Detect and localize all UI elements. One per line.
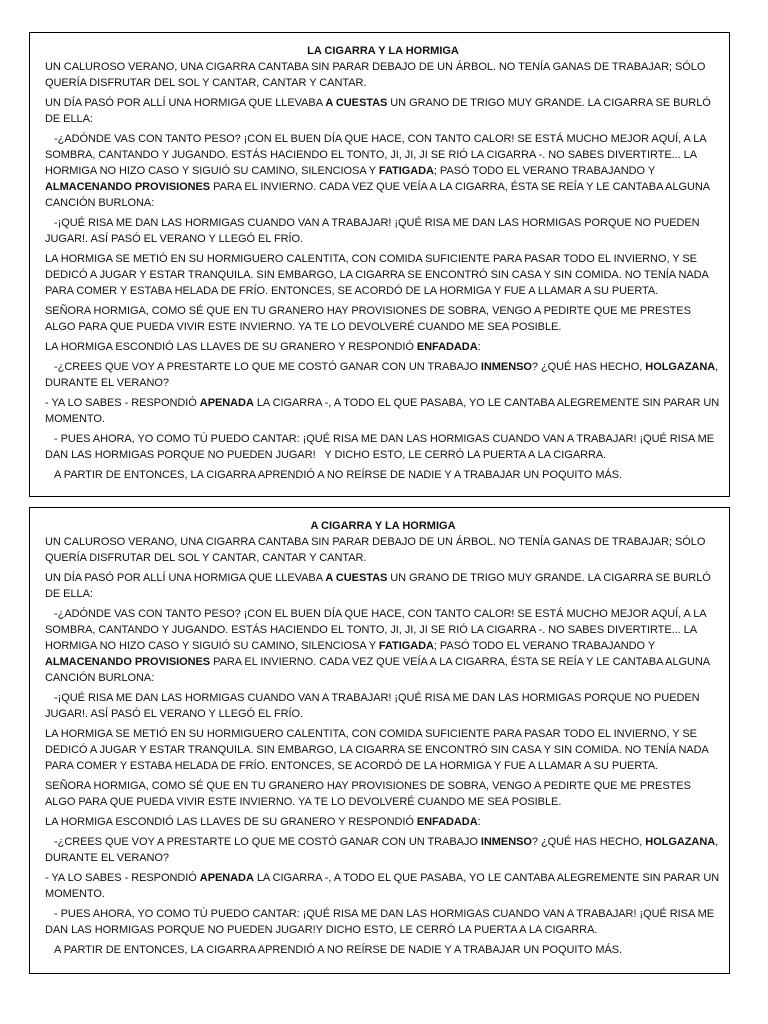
paragraph-3-text-e: PARA EL INVIERNO. CADA VEZ QUE VEÍA A LA CIGARRA, ÉSTA SE REÍA Y LE CANTABA ALGUNA CANCIÓN BURLONA:: [45, 181, 713, 209]
paragraph-4: -¡QUÉ RISA ME DAN LAS HORMIGAS CUANDO VAN A TRABAJAR! ¡QUÉ RISA ME DAN LAS HORMIGAS PORQUE NO PUEDEN JUGAR!. ASÍ PASÓ EL VERANO Y LLEGÓ EL FRÍO.: [45, 217, 703, 245]
paragraph-7-text-c: :: [477, 341, 481, 353]
paragraph-4: -¡QUÉ RISA ME DAN LAS HORMIGAS CUANDO VAN A TRABAJAR! ¡QUÉ RISA ME DAN LAS HORMIGAS PORQUE NO PUEDEN JUGAR!. ASÍ PASÓ EL VERANO Y LLEGÓ EL FRÍO.: [45, 692, 703, 720]
paragraph-3-text-a: -¿ADÓNDE VAS CON TANTO PESO? ¡CON EL BUEN DÍA QUE HACE, CON TANTO CALOR! SE ESTÁ MUCHO MEJOR AQUÍ, A LA SOMBRA, CANTANDO Y JUGANDO. ESTÁS HACIENDO EL TONTO, JI, JI, JI SE RIÓ LA CIGARRA -. NO SABES DIVERTIRTE... LA HORMIGA NO HIZO CASO Y SIGUIÓ SU CAMINO, SILENCIOSA Y: [45, 133, 709, 177]
story-title: LA CIGARRA Y LA HORMIGA: [307, 45, 459, 57]
paragraph-9-bold-apenada: APENADA: [199, 872, 254, 884]
paragraph-3-bold-fatigada: FATIGADA: [378, 165, 434, 177]
paragraph-3-text-e: PARA EL INVIERNO. CADA VEZ QUE VEÍA A LA CIGARRA, ÉSTA SE REÍA Y LE CANTABA ALGUNA CANCIÓN BURLONA:: [45, 656, 713, 684]
paragraph-2: [45, 95, 721, 127]
paragraph-1: UN CALUROSO VERANO, UNA CIGARRA CANTABA SIN PARAR DEBAJO DE UN ÁRBOL. NO TENÍA GANAS DE TRABAJAR; SÓLO QUERÍA DISFRUTAR DEL SOL Y CANTAR, CANTAR Y CANTAR.: [45, 536, 706, 564]
paragraph-1: UN CALUROSO VERANO, UNA CIGARRA CANTABA SIN PARAR DEBAJO DE UN ÁRBOL. NO TENÍA GANAS DE TRABAJAR; SÓLO QUERÍA DISFRUTAR DEL SOL Y CANTAR, CANTAR Y CANTAR.: [45, 61, 706, 89]
paragraph-2-bold-a-cuestas: A CUESTAS: [325, 97, 388, 109]
paragraph-7-text-a: LA HORMIGA ESCONDIÓ LAS LLAVES DE SU GRANERO Y RESPONDIÓ: [45, 341, 417, 353]
paragraph-9: [45, 395, 721, 427]
paragraph-8-bold-inmenso: INMENSO: [480, 836, 532, 848]
paragraph-6: SEÑORA HORMIGA, COMO SÉ QUE EN TU GRANERO HAY PROVISIONES DE SOBRA, VENGO A PEDIRTE QUE ME PRESTES ALGO PARA QUE PUEDA VIVIR ESTE INVIERNO. YA TE LO DEVOLVERÉ CUANDO ME SEA POSIBLE.: [45, 780, 691, 808]
paragraph-10: - PUES AHORA, YO COMO TÚ PUEDO CANTAR: ¡QUÉ RISA ME DAN LAS HORMIGAS CUANDO VAN A TRABAJAR! ¡QUÉ RISA ME DAN LAS HORMIGAS PORQUE NO PUEDEN JUGAR!Y DICHO ESTO, LE CERRÓ LA PUERTA A LA CIGARRA.: [45, 908, 718, 936]
paragraph-7-text-c: :: [477, 816, 481, 828]
story-card-1: [29, 32, 730, 497]
paragraph-2-text-a: UN DÍA PASÓ POR ALLÍ UNA HORMIGA QUE LLEVABA: [45, 572, 326, 584]
paragraph-3-text-a: -¿ADÓNDE VAS CON TANTO PESO? ¡CON EL BUEN DÍA QUE HACE, CON TANTO CALOR! SE ESTÁ MUCHO MEJOR AQUÍ, A LA SOMBRA, CANTANDO Y JUGANDO. ESTÁS HACIENDO EL TONTO, JI, JI, JI SE RIÓ LA CIGARRA -. NO SABES DIVERTIRTE... LA HORMIGA NO HIZO CASO Y SIGUIÓ SU CAMINO, SILENCIOSA Y: [45, 608, 709, 652]
paragraph-5: LA HORMIGA SE METIÓ EN SU HORMIGUERO CALENTITA, CON COMIDA SUFICIENTE PARA PASAR TODO EL INVIERNO, Y SE DEDICÓ A JUGAR Y ESTAR TRANQUILA. SIN EMBARGO, LA CIGARRA SE ENCONTRÓ SIN CASA Y SIN COMIDA. NO TENÍA NADA PARA COMER Y ESTABA HELADA DE FRÍO. ENTONCES, SE ACORDÓ DE LA HORMIGA Y FUE A LLAMAR A SU PUERTA.: [45, 253, 709, 297]
story-title: A CIGARRA Y LA HORMIGA: [310, 520, 456, 532]
paragraph-3-bold-almacenando: ALMACENANDO PROVISIONES: [45, 656, 211, 668]
paragraph-8-text-e: , DURANTE EL VERANO?: [45, 361, 722, 389]
paragraph-7: [45, 339, 721, 355]
paragraph-8-text-a: -¿CREES QUE VOY A PRESTARTE LO QUE ME COSTÓ GANAR CON UN TRABAJO: [45, 361, 481, 373]
paragraph-9-bold-apenada: APENADA: [199, 397, 254, 409]
paragraph-11: A PARTIR DE ENTONCES, LA CIGARRA APRENDIÓ A NO REÍRSE DE NADIE Y A TRABAJAR UN POQUITO MÁS.: [45, 944, 623, 956]
paragraph-7-text-a: LA HORMIGA ESCONDIÓ LAS LLAVES DE SU GRANERO Y RESPONDIÓ: [45, 816, 417, 828]
paragraph-2-text-a: UN DÍA PASÓ POR ALLÍ UNA HORMIGA QUE LLEVABA: [45, 97, 326, 109]
paragraph-2-bold-a-cuestas: A CUESTAS: [325, 572, 388, 584]
paragraph-8-bold-holgazana: HOLGAZANA: [645, 836, 716, 848]
paragraph-7: [45, 814, 721, 830]
paragraph-9-text-c: LA CIGARRA -, A TODO EL QUE PASABA, YO LE CANTABA ALEGREMENTE SIN PARAR UN MOMENTO.: [45, 397, 720, 425]
paragraph-5: LA HORMIGA SE METIÓ EN SU HORMIGUERO CALENTITA, CON COMIDA SUFICIENTE PARA PASAR TODO EL INVIERNO, Y SE DEDICÓ A JUGAR Y ESTAR TRANQUILA. SIN EMBARGO, LA CIGARRA SE ENCONTRÓ SIN CASA Y SIN COMIDA. NO TENÍA NADA PARA COMER Y ESTABA HELADA DE FRÍO. ENTONCES, SE ACORDÓ DE LA HORMIGA Y FUE A LLAMAR A SU PUERTA.: [45, 728, 709, 772]
paragraph-8-text-e: , DURANTE EL VERANO?: [45, 836, 722, 864]
paragraph-2-text-c: UN GRANO DE TRIGO MUY GRANDE. LA CIGARRA SE BURLÓ DE ELLA:: [45, 572, 711, 600]
paragraph-3-bold-fatigada: FATIGADA: [378, 640, 434, 652]
paragraph-9-text-a: - YA LO SABES - RESPONDIÓ: [45, 872, 200, 884]
paragraph-3-bold-almacenando: ALMACENANDO PROVISIONES: [45, 181, 211, 193]
paragraph-8: [45, 359, 721, 391]
paragraph-9-text-a: - YA LO SABES - RESPONDIÓ: [45, 397, 200, 409]
paragraph-3: [45, 131, 721, 211]
paragraph-8-bold-holgazana: HOLGAZANA: [645, 361, 716, 373]
paragraph-3-text-c: ; PASÓ TODO EL VERANO TRABAJANDO Y: [433, 640, 658, 652]
paragraph-8-text-a: -¿CREES QUE VOY A PRESTARTE LO QUE ME COSTÓ GANAR CON UN TRABAJO: [45, 836, 481, 848]
paragraph-9: [45, 870, 721, 902]
paragraph-3: [45, 606, 721, 686]
paragraph-10: - PUES AHORA, YO COMO TÚ PUEDO CANTAR: ¡QUÉ RISA ME DAN LAS HORMIGAS CUANDO VAN A TRABAJAR! ¡QUÉ RISA ME DAN LAS HORMIGAS PORQUE NO PUEDEN JUGAR! Y DICHO ESTO, LE CERRÓ LA PUERTA A LA CIGARRA.: [45, 433, 718, 461]
paragraph-11: A PARTIR DE ENTONCES, LA CIGARRA APRENDIÓ A NO REÍRSE DE NADIE Y A TRABAJAR UN POQUITO MÁS.: [45, 469, 623, 481]
story-card-2: [29, 507, 730, 974]
paragraph-8-text-c: ? ¿QUÉ HAS HECHO,: [531, 836, 646, 848]
paragraph-8: [45, 834, 721, 866]
paragraph-2: [45, 570, 721, 602]
paragraph-7-bold-enfadada: ENFADADA: [416, 816, 478, 828]
paragraph-9-text-c: LA CIGARRA -, A TODO EL QUE PASABA, YO LE CANTABA ALEGREMENTE SIN PARAR UN MOMENTO.: [45, 872, 720, 900]
paragraph-2-text-c: UN GRANO DE TRIGO MUY GRANDE. LA CIGARRA SE BURLÓ DE ELLA:: [45, 97, 711, 125]
paragraph-8-bold-inmenso: INMENSO: [480, 361, 532, 373]
paragraph-6: SEÑORA HORMIGA, COMO SÉ QUE EN TU GRANERO HAY PROVISIONES DE SOBRA, VENGO A PEDIRTE QUE ME PRESTES ALGO PARA QUE PUEDA VIVIR ESTE INVIERNO. YA TE LO DEVOLVERÉ CUANDO ME SEA POSIBLE.: [45, 305, 691, 333]
paragraph-3-text-c: ; PASÓ TODO EL VERANO TRABAJANDO Y: [433, 165, 658, 177]
paragraph-8-text-c: ? ¿QUÉ HAS HECHO,: [531, 361, 646, 373]
paragraph-7-bold-enfadada: ENFADADA: [416, 341, 478, 353]
